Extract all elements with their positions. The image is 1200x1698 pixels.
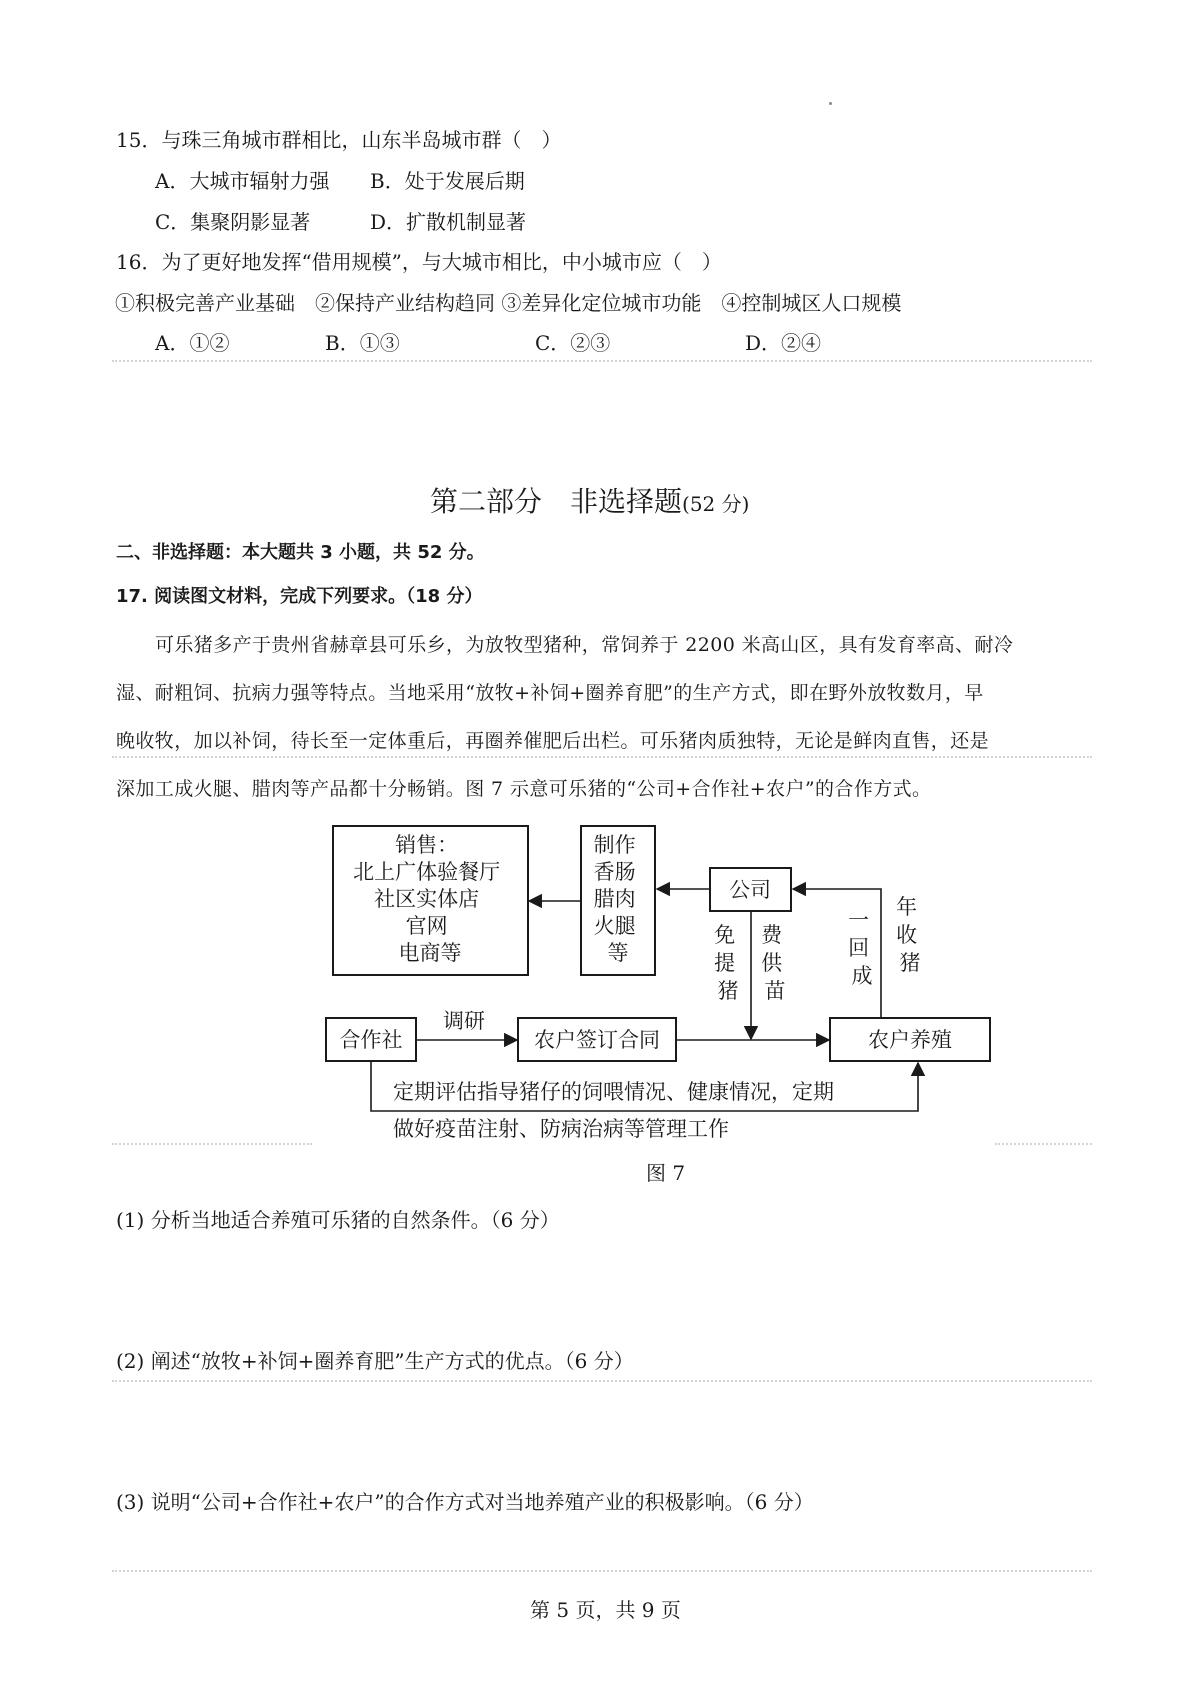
figure-7-caption: 图 7 (646, 1161, 686, 1185)
guidance-line-1: 定期评估指导猪仔的饲喂情况、健康情况，定期 (393, 1080, 834, 1104)
part2-title: 第二部分 非选择题 (430, 485, 683, 518)
free-pig-col2-2: 供 (761, 951, 783, 975)
processing-line-3: 腊肉 (593, 887, 636, 911)
q16-option-a: A．①② (155, 331, 230, 355)
cooperative-label: 合作社 (339, 1028, 403, 1052)
free-pig-col1-1: 免 (714, 923, 736, 947)
q17-para-line3: 晚收牧，加以补饲，待长至一定体重后，再圈养催肥后出栏。可乐猪肉质独特，无论是鲜肉直售，还是 (116, 730, 990, 752)
q17-sub2: (2) 阐述“放牧+补饲+圈养育肥”生产方式的优点。（6 分） (116, 1349, 634, 1373)
processing-line-2: 香肠 (593, 860, 636, 884)
svg-text:费 供 苗 (761, 923, 789, 1003)
q17-heading: 17. 阅读图文材料，完成下列要求。（18 分） (116, 586, 483, 607)
buyback-col1-1: 一 (848, 908, 870, 932)
divider (995, 1143, 1092, 1145)
divider (112, 1143, 312, 1145)
buyback-col2-1: 年 (896, 895, 918, 919)
buyback-col1-3: 成 (851, 964, 873, 988)
q15-option-c: C．集聚阴影显著 (155, 210, 311, 234)
q17-para-line1: 可乐猪多产于贵州省赫章县可乐乡，为放牧型猪种，常饲养于 2200 米高山区，具有发育率高、耐冷 (155, 634, 1014, 656)
divider (112, 1570, 1092, 1572)
breeding-label: 农户养殖 (868, 1028, 952, 1052)
sales-line-5: 电商等 (398, 941, 462, 965)
q16-option-c: C．②③ (535, 331, 611, 355)
svg-text:销售： 北上广体验餐厅 社区实体店 (353, 833, 507, 965)
guidance-line-2: 做好疫苗注射、防病治病等管理工作 (393, 1117, 729, 1141)
q16-items: ①积极完善产业基础 ②保持产业结构趋同 ③差异化定位城市功能 ④控制城区人口规模 (115, 291, 902, 315)
page-footer: 第 5 页，共 9 页 (530, 1598, 681, 1622)
part2-score: (52 分) (682, 492, 750, 516)
free-pig-col2-3: 苗 (764, 979, 786, 1003)
q17-sub3: (3) 说明“公司+合作社+农户”的合作方式对当地养殖产业的积极影响。（6 分） (116, 1490, 814, 1514)
processing-line-5: 等 (607, 941, 629, 965)
free-pig-col1-2: 提 (714, 951, 736, 975)
processing-line-1: 制作 (593, 833, 636, 857)
q16-option-d: D．②④ (745, 331, 822, 355)
svg-text:年 收 猪 (896, 895, 924, 975)
sales-line-3: 社区实体店 (374, 887, 480, 911)
svg-text:一 回 成 (848, 908, 876, 988)
free-pig-col1-3: 猪 (717, 979, 739, 1003)
divider (112, 1380, 1092, 1382)
sales-line-4: 官网 (405, 914, 448, 938)
svg-text:制作 香肠 腊肉 火腿 等 (594, 833, 643, 965)
buyback-col2-2: 收 (896, 923, 918, 947)
company-label: 公司 (729, 878, 771, 902)
sales-line-1: 销售： (395, 833, 459, 857)
q16-option-b: B．①③ (325, 331, 400, 355)
q16-stem: 16．为了更好地发挥“借用规模”，与大城市相比，中小城市应（ ） (116, 250, 722, 274)
research-label: 调研 (443, 1009, 485, 1033)
buyback-col2-3: 猪 (899, 951, 921, 975)
q17-para-line2: 湿、耐粗饲、抗病力强等特点。当地采用“放牧+补饲+圈养育肥”的生产方式，即在野外放牧数月，早 (116, 682, 984, 704)
free-pig-col2-1: 费 (761, 923, 783, 947)
q15-option-d: D．扩散机制显著 (370, 210, 527, 234)
processing-line-4: 火腿 (593, 914, 636, 938)
contract-label: 农户签订合同 (534, 1028, 660, 1052)
q15-option-b: B．处于发展后期 (370, 169, 525, 193)
q15-stem: 15．与珠三角城市群相比，山东半岛城市群（ ） (116, 128, 562, 152)
buyback-col1-2: 回 (848, 936, 870, 960)
q17-para-line4: 深加工成火腿、腊肉等产品都十分畅销。图 7 示意可乐猪的“公司+合作社+农户”的合作方式。 (116, 778, 932, 800)
section-heading: 二、非选择题：本大题共 3 小题，共 52 分。 (116, 542, 485, 563)
q15-option-a: A．大城市辐射力强 (155, 169, 330, 193)
svg-text:免 提 猪 (714, 923, 742, 1003)
sales-line-2: 北上广体验餐厅 (353, 860, 501, 884)
q17-sub1: (1) 分析当地适合养殖可乐猪的自然条件。（6 分） (116, 1208, 560, 1232)
